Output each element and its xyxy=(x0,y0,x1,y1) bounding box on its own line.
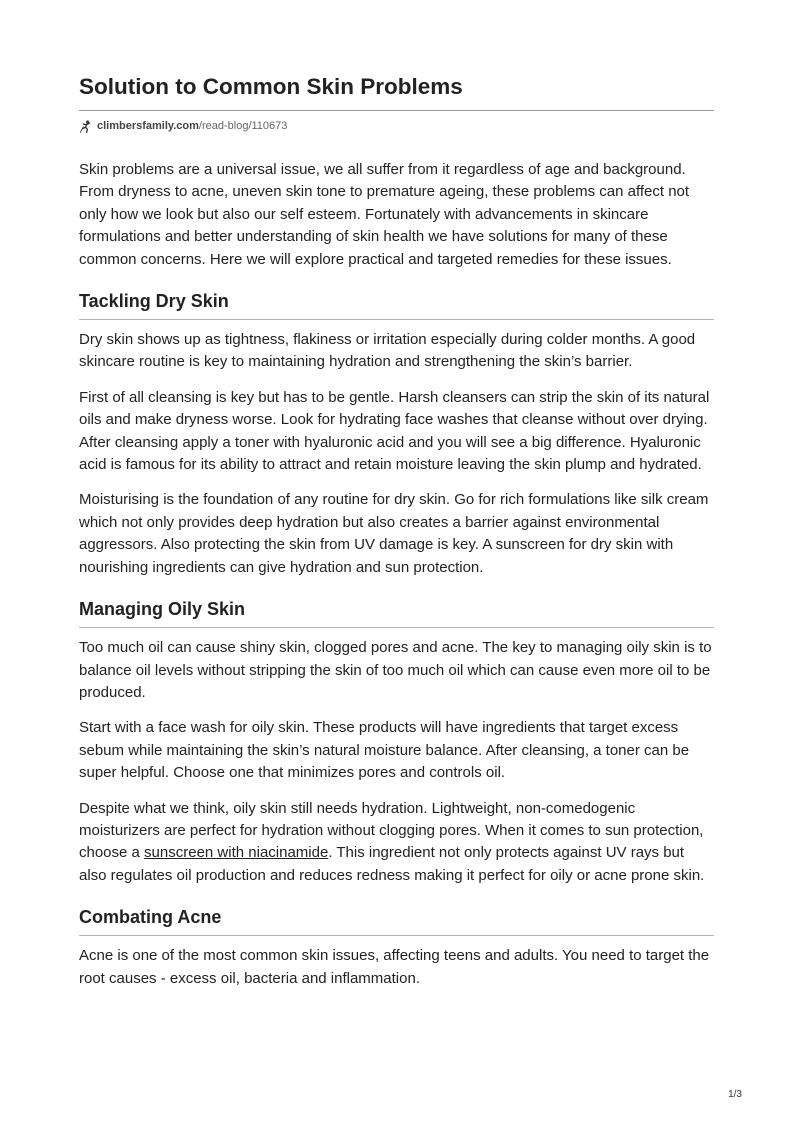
paragraph: Dry skin shows up as tightness, flakiness or irritation especially during colder months. A good skincare routine is key to maintaining hydration and strengthening the skin’s barrier. xyxy=(79,331,696,371)
paragraph: Too much oil can cause shiny skin, clogged pores and acne. The key to managing oily skin is to balance oil levels without stripping the skin of too much oil which can cause even more oil to be produced. xyxy=(79,639,712,701)
document-page xyxy=(79,72,714,990)
intro-paragraph: Skin problems are a universal issue, we all suffer from it regardless of age and background. From dryness to acne, uneven skin tone to premature ageing, these problems can affect not only how we look but also our self esteem. Fortunately with advancements in skincare formulations and better understanding of skin health we have solutions for many of these common concerns. Here we will explore practical and targeted remedies for these issues. xyxy=(79,161,690,268)
page-number: 1/3 xyxy=(728,1089,742,1100)
section-heading-oily-skin: Managing Oily Skin xyxy=(79,597,714,628)
page-title: Solution to Common Skin Problems xyxy=(79,72,714,111)
paragraph: Start with a face wash for oily skin. These products will have ingredients that target excess sebum while maintaining the skin’s natural moisture balance. After cleansing, a toner can be super helpful. Choose one that minimizes pores and controls oil. xyxy=(79,719,690,782)
source-domain-link[interactable]: climbersfamily.com xyxy=(97,120,199,132)
section-heading-dry-skin: Tackling Dry Skin xyxy=(79,289,714,320)
paragraph: Acne is one of the most common skin issues, affecting teens and adults. You need to target the root causes - excess oil, bacteria and inflammation. xyxy=(79,947,710,987)
paragraph: First of all cleansing is key but has to be gentle. Harsh cleansers can strip the skin of its natural oils and make dryness worse. Look for hydrating face washes that cleanse without over drying. After cleansing apply a toner with hyaluronic acid and you will see a big difference. Hyaluronic acid is famous for its ability to attract and retain moisture leaving the skin plump and hydrated. xyxy=(79,388,710,474)
paragraph-text: Despite what we think, oily skin still needs hydration. Lightweight, non-comedogenic moisturizers are perfect for hydration without clogging pores. When it comes to sun protection, choose a xyxy=(79,799,704,862)
paragraph: Moisturising is the foundation of any routine for dry skin. Go for rich formulations like silk cream which not only provides deep hydration but also creates a barrier against environmental aggressors. Also protecting the skin from UV damage is key. A sunscreen for dry skin with nourishing ingredients can give hydration and sun protection. xyxy=(79,491,709,576)
paragraph-with-link xyxy=(79,798,714,888)
paragraph-text: . This ingredient not only protects against UV rays but also regulates oil production and reduces redness making it perfect for oily or acne prone skin. xyxy=(79,844,705,884)
sunscreen-niacinamide-link[interactable]: sunscreen with niacinamide xyxy=(144,844,329,862)
source-path: /read-blog/110673 xyxy=(198,120,288,132)
climber-icon xyxy=(79,120,92,133)
source-line xyxy=(79,119,714,133)
section-heading-acne: Combating Acne xyxy=(79,905,714,936)
